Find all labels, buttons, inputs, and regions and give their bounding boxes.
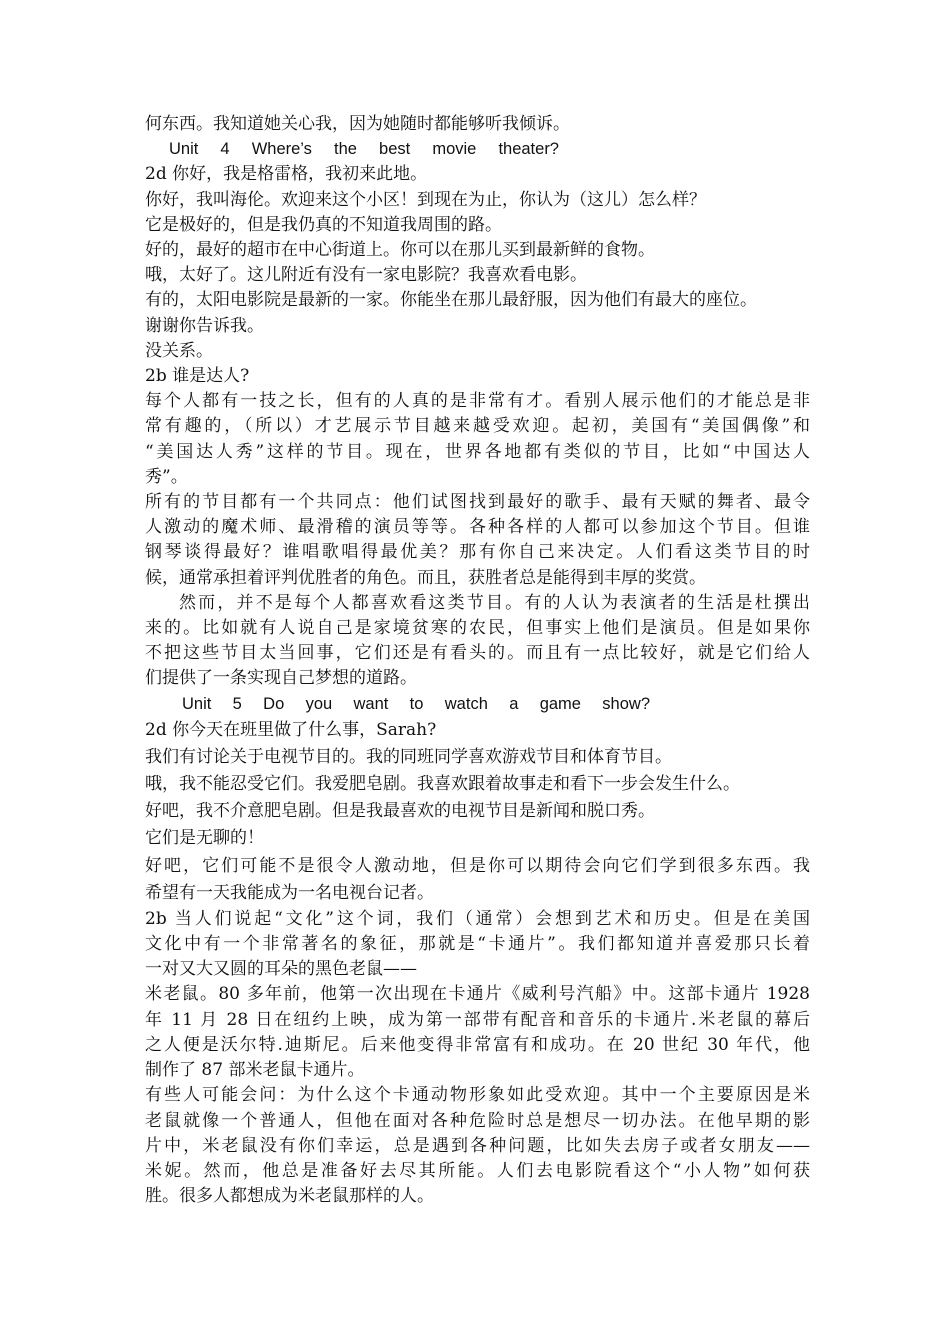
text-line: 希望有一天我能成为一名电视台记者。: [145, 882, 434, 903]
section-2d-heading: 2d 你今天在班里做了什么事，Sarah?: [145, 719, 437, 740]
text-line: “美国达人秀”这样的节目。现在，世界各地都有类似的节目，比如“中国达人: [145, 441, 810, 462]
text-line: 有的，太阳电影院是最新的一家。你能坐在那儿最舒服，因为他们有最大的座位。: [145, 290, 757, 311]
text-line: 钢琴谈得最好？谁唱歌唱得最优美？那有你自己来决定。人们看这类节目的时: [145, 542, 810, 563]
text-line: 制作了 87 部米老鼠卡通片。: [145, 1060, 365, 1081]
unit-5-heading: Unit 5 Do you want to watch a game show?: [182, 694, 650, 713]
text-line: 哦，我不能忍受它们。我爱肥皂剧。我喜欢跟着故事走和看下一步会发生什么。: [145, 773, 740, 794]
text-line: 之人便是沃尔特.迪斯尼。后来他变得非常富有和成功。在 20 世纪 30 年代，他: [145, 1034, 810, 1055]
section-2b-heading: 2b 谁是达人?: [145, 366, 250, 387]
text-line: 每个人都有一技之长，但有的人真的是非常有才。看别人展示他们的才能总是非: [145, 391, 810, 412]
text-line: 片中，米老鼠没有你们幸运，总是遇到各种问题，比如失去房子或者女朋友——: [145, 1135, 810, 1156]
text-line: 常有趣的，（所以）才艺展示节目越来越受欢迎。起初，美国有“美国偶像”和: [145, 416, 810, 437]
text-line: 没关系。: [145, 340, 213, 361]
unit-4-heading: Unit 4 Where’s the best movie theater?: [169, 140, 559, 159]
text-line: 不把这些节目太当回事，它们还是有看头的。而且有一点比较好，就是它们给人: [145, 643, 810, 664]
text-line: 一对又大又圆的耳朵的黑色老鼠——: [145, 959, 417, 980]
section-2b-heading: 2b 当人们说起“文化”这个词，我们（通常）会想到艺术和历史。但是在美国: [145, 908, 810, 929]
text-line: 有些人可能会问：为什么这个卡通动物形象如此受欢迎。其中一个主要原因是米: [145, 1085, 810, 1106]
text-line: 所有的节目都有一个共同点：他们试图找到最好的歌手、最有天赋的舞者、最令: [145, 492, 810, 513]
section-2d-heading: 2d 你好，我是格雷格，我初来此地。: [145, 164, 428, 185]
text-line: 我们有讨论关于电视节目的。我的同班同学喜欢游戏节目和体育节目。: [145, 746, 672, 767]
document-page: [145, 112, 810, 1209]
text-line: 米妮。然而，他总是准备好去尽其所能。人们去电影院看这个“小人物”如何获: [145, 1160, 810, 1181]
text-line: 何东西。我知道她关心我，因为她随时都能够听我倾诉。: [145, 114, 570, 134]
text-line: 哦，太好了。这儿附近有没有一家电影院？我喜欢看电影。: [145, 265, 587, 286]
text-line: 秀”。: [145, 466, 188, 487]
text-line: 人激动的魔术师、最滑稽的演员等等。各种各样的人都可以参加这个节目。但谁: [145, 517, 810, 538]
text-line: 然而，并不是每个人都喜欢看这类节目。有的人认为表演者的生活是杜撰出: [179, 592, 810, 613]
text-line: 来的。比如就有人说自己是家境贫寒的农民，但事实上他们是演员。但是如果你: [145, 618, 810, 639]
text-line: 好吧，它们可能不是很令人激动地，但是你可以期待会向它们学到很多东西。我: [145, 855, 810, 876]
text-line: 它是极好的，但是我仍真的不知道我周围的路。: [145, 214, 502, 235]
text-line: 好的，最好的超市在中心街道上。你可以在那儿买到最新鲜的食物。: [145, 240, 655, 261]
text-line: 好吧，我不介意肥皂剧。但是我最喜欢的电视节目是新闻和脱口秀。: [145, 800, 655, 821]
text-line: 米老鼠。80 多年前，他第一次出现在卡通片《威利号汽船》中。这部卡通片 1928: [145, 984, 810, 1005]
text-line: 谢谢你告诉我。: [145, 315, 264, 336]
text-line: 候，通常承担着评判优胜者的角色。而且，获胜者总是能得到丰厚的奖赏。: [145, 567, 706, 588]
text-line: 年 11 月 28 日在纽约上映，成为第一部带有配音和音乐的卡通片.米老鼠的幕后: [145, 1009, 810, 1030]
text-line: 胜。很多人都想成为米老鼠那样的人。: [145, 1186, 434, 1207]
text-line: 它们是无聊的！: [145, 827, 264, 848]
text-line: 你好，我叫海伦。欢迎来这个小区！到现在为止，你认为（这儿）怎么样？: [145, 189, 706, 210]
text-line: 文化中有一个非常著名的象征，那就是“卡通片”。我们都知道并喜爱那只长着: [145, 934, 810, 955]
text-line: 们提供了一条实现自己梦想的道路。: [145, 668, 417, 689]
text-line: 老鼠就像一个普通人，但他在面对各种危险时总是想尽一切办法。在他早期的影: [145, 1110, 810, 1131]
